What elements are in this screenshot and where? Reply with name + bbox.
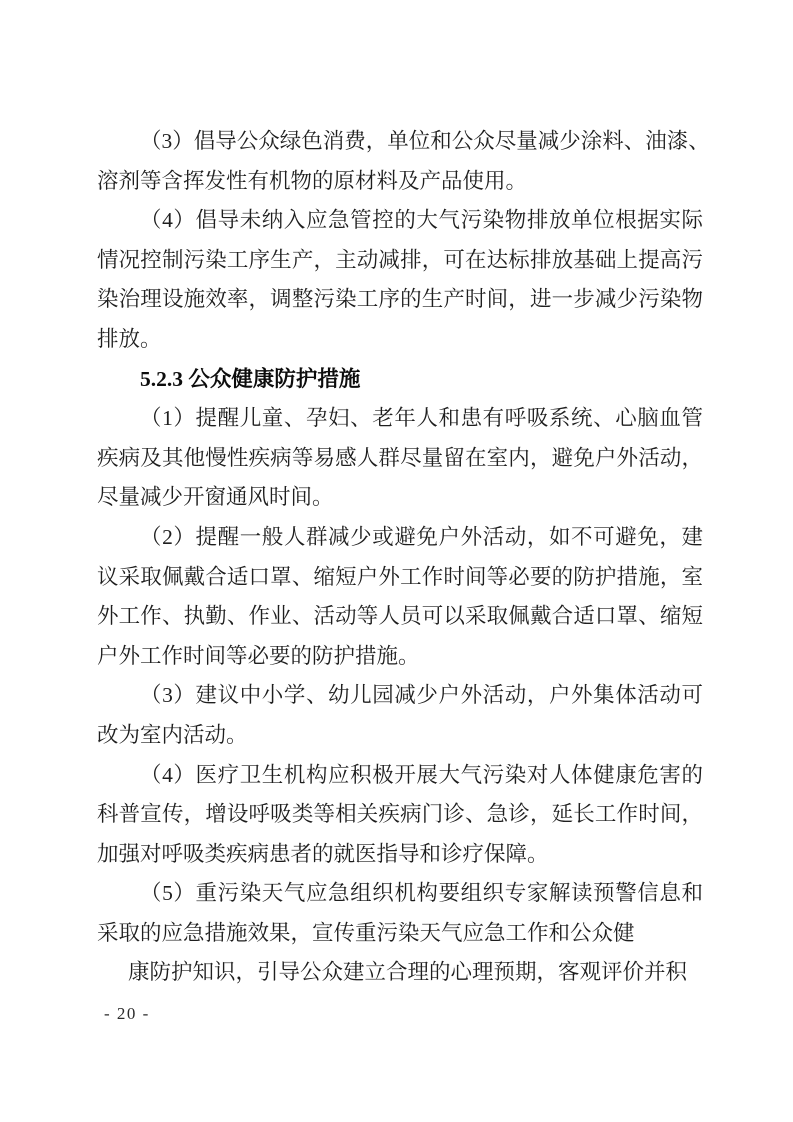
text-line: 加强对呼吸类疾病患者的就医指导和诊疗保障。 (97, 841, 549, 866)
text-line: 改为室内活动。 (97, 722, 248, 747)
section-heading: 5.2.3 公众健康防护措施 (140, 366, 361, 391)
text-line: 溶剂等含挥发性有机物的原材料及产品使用。 (97, 168, 528, 193)
text-line: 康防护知识，引导公众建立合理的心理预期，客观评价并积 (128, 960, 688, 985)
page-number: - 20 - (104, 1004, 150, 1023)
text-line: 排放。 (97, 326, 162, 351)
text-line: 科普宣传，增设呼吸类等相关疾病门诊、急诊，延长工作时间， (97, 802, 703, 827)
text-line: 染治理设施效率，调整污染工序的生产时间，进一步减少污染物 (97, 287, 703, 312)
text-line: 疾病及其他慢性疾病等易感人群尽量留在室内，避免户外活动， (97, 445, 703, 470)
page-content (97, 122, 710, 993)
text-line: 情况控制污染工序生产，主动减排，可在达标排放基础上提高污 (97, 247, 703, 272)
text-line: 采取的应急措施效果，宣传重污染天气应急工作和公众健 (97, 920, 635, 945)
text-line: 外工作、执勤、作业、活动等人员可以采取佩戴合适口罩、缩短 (97, 604, 703, 629)
text-line: 尽量减少开窗通风时间。 (97, 485, 334, 510)
text-line: （4）倡导未纳入应急管控的大气污染物排放单位根据实际 (140, 208, 703, 233)
text-line: （5）重污染天气应急组织机构要组织专家解读预警信息和 (140, 881, 703, 906)
text-line: （3）建议中小学、幼儿园减少户外活动，户外集体活动可 (140, 683, 703, 708)
text-line: （4）医疗卫生机构应积极开展大气污染对人体健康危害的 (140, 762, 703, 787)
text-line: （2）提醒一般人群减少或避免户外活动，如不可避免，建 (140, 524, 703, 549)
text-line: （1）提醒儿童、孕妇、老年人和患有呼吸系统、心脑血管 (140, 406, 703, 431)
text-line: 户外工作时间等必要的防护措施。 (97, 643, 420, 668)
text-line: 议采取佩戴合适口罩、缩短户外工作时间等必要的防护措施，室 (97, 564, 703, 589)
text-line: （3）倡导公众绿色消费，单位和公众尽量减少涂料、油漆、 (140, 129, 710, 153)
